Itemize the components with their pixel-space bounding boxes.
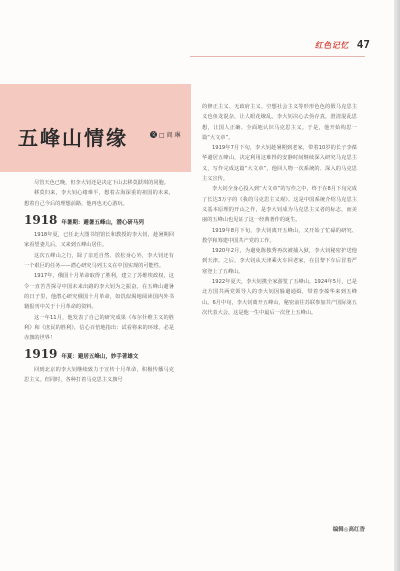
- year-subtitle: 年夏：避居五峰山，妙手著雄文: [61, 354, 139, 361]
- right-column: [202, 102, 357, 318]
- paragraph: 的修正主义、无政府主义、空想社会主义等形形色色的假马克思主义也鱼龙混杂，让人眼花缭乱。李大钊决心去伪存真，澄清混乱思想，让国人正确、全面地认识马克思主义。于是，他开始构思一篇“大文章”。: [202, 104, 357, 141]
- year-subtitle: 年暑期：避暑五峰山，潜心研马列: [61, 219, 144, 226]
- paragraph: 1918年夏，已任北大图书馆馆长和教授的李大钊，趁暑期回家看望妻儿后，又来到五峰山居住。: [24, 232, 174, 249]
- paragraph: 这一年11月，他发表了自己的研究成果《布尔什维主义的胜利》和《庶民的胜利》，信心百倍地指出：试看将来的环球，必是赤旗的世界！: [24, 314, 174, 342]
- paragraph: 1922年夏天，李大钊携全家游览了五峰山。1924年5月，已是北方国共两党领导人的李大钊因躲避通缉，带着李葆华来到五峰山。6月中旬，李大钊离开五峰山，秘密前往苏联参加共产国际第五次代表大会。这是他一生中最后一次登上五峰山。: [202, 279, 357, 316]
- paragraph: 尽管天色已晚，但李大钊还是决定下山去移莫跃琪的同胞。: [34, 180, 169, 186]
- year-heading-1919: [24, 349, 174, 362]
- page-header: [315, 38, 370, 51]
- paragraph: 1917年，俄国十月革命取得了胜利，建立了苏维埃政权，这令一直苦苦探寻中国未来出路的李大钊为之振奋。在五峰山避暑的日子里，他潜心研究俄国十月革命，如饥似渴地阅读国内外书籍报刊中关于十月革命的资料。: [24, 273, 174, 311]
- page-edge: [394, 0, 400, 571]
- year-heading-1918: [24, 212, 174, 228]
- article-title: 五峰山情缘: [18, 126, 128, 150]
- paragraph: 1919年7月下旬，李大钊趁暑期到老家，带着10岁的长子李葆华避居五峰山，决定利用这难得的安静时间继续深入研究马克思主义，写作完成这篇“大文章”，他回人物一次系统的、深入的马克思主义宣传。: [202, 145, 357, 183]
- year-number: 1919: [24, 347, 58, 362]
- paragraph: 移莫归来，李大钊心绪难平，想着古海深重的祖国的未来，想着自己今后的理想前路，他再也无心游玩。: [24, 190, 174, 207]
- paragraph: 李大钊全身心投入到“大文章”的写作之中，终于在8月下旬完成了长达3万字的《我的马克思主义观》。这是中国系统介绍马克思主义基本原理的开山之作，是李大钊成为马克思主义者的标志，而美丽的五峰山也见证了这一经典著作的诞生。: [202, 186, 357, 224]
- editor-credit: 编辑◎高红香: [332, 527, 365, 533]
- header-rule: [190, 56, 365, 57]
- paragraph: 这次五峰山之行，除了亲近自然、放松身心外，李大钊还有一个艰巨的任务——潜心研究马列主义在中国实现的可能性。: [24, 252, 174, 270]
- year-number: 1918: [24, 212, 58, 227]
- paragraph: 1919年8月下旬，李大钊离开五峰山，又开始了忙碌的研究、教学和筹建中国共产党的工作。: [202, 227, 357, 244]
- paragraph: 回到北京的李大钊继续致力于宣传十月革命，积极传播马克思主义。但同时，各种打着马克思主义旗号: [24, 366, 174, 384]
- author-name: □ 阎 琳: [159, 132, 181, 139]
- left-column: [24, 178, 174, 385]
- paragraph: 1920年2月，为避免陈独秀再次被捕入狱，李大钊秘密护送他到天津。之后，李大钊从天津乘火车回老家，在昌黎下车后冒着严寒登上了五峰山。: [202, 248, 357, 275]
- page-number: 47: [356, 38, 370, 51]
- section-label: 红色记忆: [314, 41, 349, 50]
- author-icon: 文: [150, 132, 156, 138]
- author-byline: [150, 130, 180, 139]
